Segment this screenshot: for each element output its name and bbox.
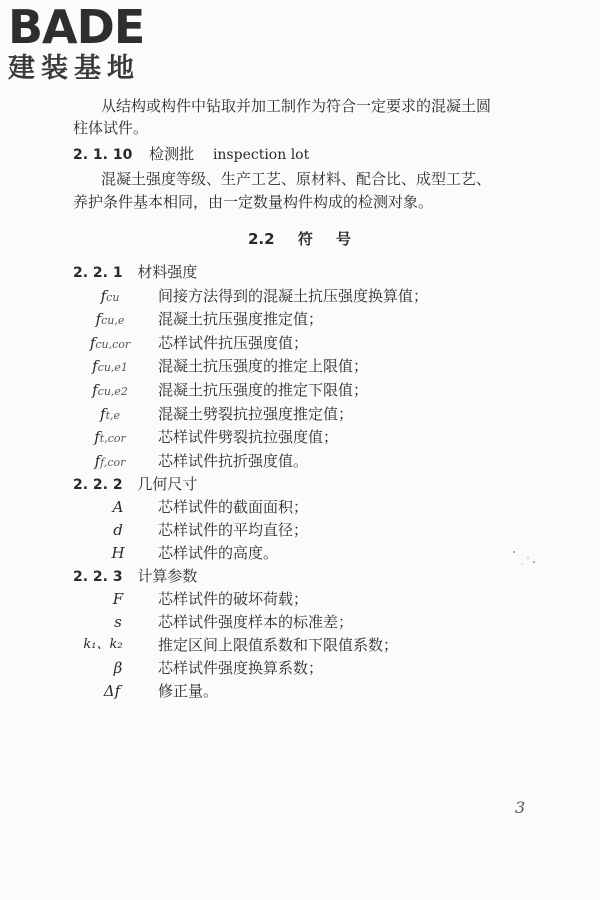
intro-line-1: 从结构或构件中钻取并加工制作为符合一定要求的混凝土圆 bbox=[101, 97, 492, 115]
symbol-description: 混凝土抗压强度推定值； bbox=[158, 310, 324, 328]
symbol: ft,cor bbox=[94, 428, 126, 446]
symbol: s bbox=[114, 613, 122, 631]
symbol: fcu,e1 bbox=[92, 357, 128, 375]
clause-2-2-1-heading bbox=[73, 262, 197, 283]
symbol: fcu,cor bbox=[89, 334, 131, 352]
intro-line-2: 柱体试件。 bbox=[73, 119, 149, 137]
clause-2-1-10-heading bbox=[73, 144, 309, 165]
symbol: β bbox=[113, 659, 123, 677]
definition-line-2: 养护条件基本相同，由一定数量构件构成的检测对象。 bbox=[73, 193, 434, 211]
symbol: d bbox=[113, 521, 123, 539]
symbol: A bbox=[112, 498, 124, 516]
symbol-description: 芯样试件抗折强度值。 bbox=[158, 452, 309, 470]
clause-title: 几何尺寸 bbox=[137, 475, 198, 493]
term-zh: 检测批 bbox=[149, 145, 195, 163]
symbol: fcu,e bbox=[95, 310, 125, 328]
symbol-description: 间接方法得到的混凝土抗压强度换算值； bbox=[158, 287, 429, 305]
scan-speck bbox=[510, 548, 540, 568]
symbol-description: 修正量。 bbox=[158, 682, 219, 700]
clause-number: 2. 1. 10 bbox=[73, 147, 133, 163]
symbol: F bbox=[112, 590, 124, 608]
section-number: 2.2 bbox=[248, 230, 275, 248]
clause-title: 计算参数 bbox=[137, 567, 198, 585]
symbol: fcu,e2 bbox=[92, 381, 128, 399]
clause-number: 2. 2. 3 bbox=[73, 569, 123, 585]
symbol-description: 芯样试件强度样本的标准差； bbox=[158, 613, 354, 631]
symbol-description: 芯样试件劈裂抗拉强度值； bbox=[158, 428, 339, 446]
symbol: H bbox=[111, 544, 125, 562]
symbol: k₁、k₂ bbox=[83, 637, 123, 652]
section-title bbox=[248, 229, 351, 249]
bade-logo bbox=[8, 0, 178, 84]
symbol: ff,cor bbox=[94, 452, 126, 470]
term-en: inspection lot bbox=[212, 147, 310, 163]
page-number: 3 bbox=[515, 798, 526, 817]
symbol-description: 混凝土抗压强度的推定上限值； bbox=[158, 357, 369, 375]
section-name: 符 号 bbox=[297, 230, 352, 248]
symbol-description: 芯样试件抗压强度值； bbox=[158, 334, 309, 352]
symbol: fcu bbox=[100, 287, 120, 305]
symbol-description: 芯样试件的平均直径； bbox=[158, 521, 309, 539]
symbol: ft,e bbox=[100, 405, 120, 423]
logo-subtitle: 建装基地 bbox=[8, 53, 140, 84]
symbol-description: 混凝土抗压强度的推定下限值； bbox=[158, 381, 369, 399]
clause-2-2-3-heading bbox=[73, 566, 197, 587]
symbol-description: 推定区间上限值系数和下限值系数； bbox=[158, 636, 399, 654]
symbol-description: 芯样试件的截面面积； bbox=[158, 498, 309, 516]
logo-wordmark: BADE bbox=[8, 0, 145, 54]
clause-2-2-2-heading bbox=[73, 474, 197, 495]
clause-title: 材料强度 bbox=[137, 263, 198, 281]
symbol: Δf bbox=[103, 682, 121, 700]
symbol-description: 混凝土劈裂抗拉强度推定值； bbox=[158, 405, 354, 423]
symbol-description: 芯样试件的破坏荷载； bbox=[158, 590, 309, 608]
symbol-description: 芯样试件的高度。 bbox=[158, 544, 279, 562]
clause-number: 2. 2. 1 bbox=[73, 265, 123, 281]
clause-number: 2. 2. 2 bbox=[73, 477, 123, 493]
definition-line-1: 混凝土强度等级、生产工艺、原材料、配合比、成型工艺、 bbox=[101, 170, 492, 188]
symbol-description: 芯样试件强度换算系数； bbox=[158, 659, 324, 677]
